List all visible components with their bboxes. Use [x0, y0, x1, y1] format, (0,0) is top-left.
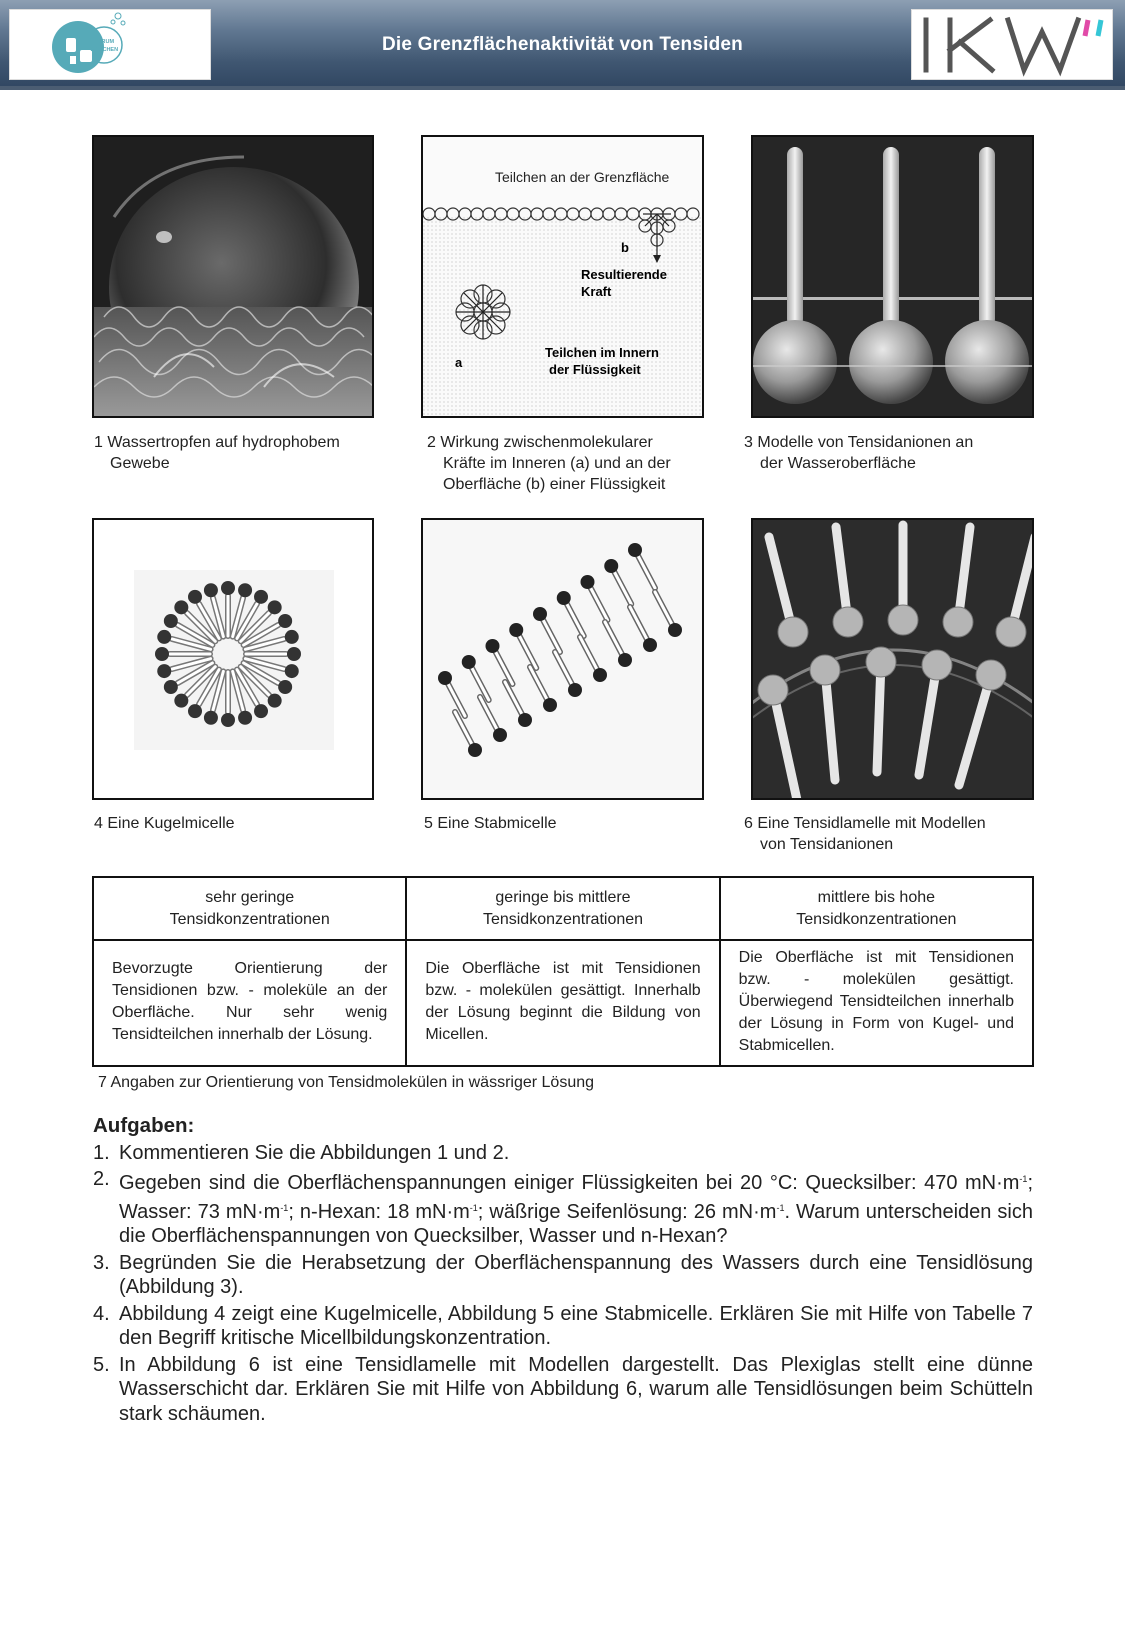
surfactant-head [581, 575, 595, 589]
figure-1-water-droplet [92, 135, 374, 418]
surfactant-head [996, 617, 1026, 647]
surfactant-head [833, 607, 863, 637]
surfactant-head [157, 630, 171, 644]
surfactant-head [628, 543, 642, 557]
surfactant-head [285, 630, 299, 644]
surfactant-head [462, 655, 476, 669]
figure-1-caption [94, 432, 394, 474]
surfactant-head [604, 559, 618, 573]
surfactant-head [188, 704, 202, 718]
surfactant-head [204, 583, 218, 597]
surfactant-head [164, 614, 178, 628]
surfactant-head [568, 683, 582, 697]
surfactant-tail [877, 662, 881, 772]
surfactant-head [238, 583, 252, 597]
caption-line: Modelle von Tensidanionen an [757, 434, 974, 451]
surfactant-head [618, 653, 632, 667]
figure-4-caption [94, 813, 394, 834]
surfactant-head [221, 713, 235, 727]
figure-2-intermolecular-forces [421, 135, 704, 418]
surfactant-head [254, 590, 268, 604]
tasks-heading: Aufgaben: [93, 1114, 195, 1137]
fig2-label-a: a [455, 355, 463, 370]
surfactant-head [643, 638, 657, 652]
task-text: ; Wasser: 73 mN·m [119, 1172, 1033, 1223]
tasks-list [93, 1141, 1033, 1427]
figure-2-caption [427, 432, 727, 495]
table-cell: Die Oberfläche ist mit Tensidionen bzw. - molekülen gesättigt. Überwiegend Tensidteilchen innerhalb der Lösung in Form von Kugel- und Stabmicellen. [720, 940, 1033, 1066]
surfactant-head [254, 704, 268, 718]
table-cell: Bevorzugte Orientierung der Tensidionen bzw. - moleküle an der Oberfläche. Nur sehr wenig Tensidteilchen innerhalb der Lösung. [93, 940, 406, 1066]
surfactant-head [285, 664, 299, 678]
surfactant-head [268, 694, 282, 708]
task-number: 2. [93, 1168, 110, 1190]
ikw-logo-mark [912, 10, 1114, 81]
figure-5-rod-micelle [421, 518, 704, 800]
caption-line: Eine Kugelmicelle [107, 815, 235, 832]
concentration-table [92, 876, 1034, 1067]
logo-text-waschen: WASCHEN [89, 47, 119, 53]
surfactant-head [278, 680, 292, 694]
table-header: mittlere bis hohe Tensidkonzentrationen [720, 877, 1033, 940]
task-text: Gegeben sind die Oberflächenspannungen einiger Flüssigkeiten bei 20 °C: Quecksilber: 470 mN·m [119, 1172, 1020, 1194]
surfactant-head [922, 650, 952, 680]
surfactant-head [668, 623, 682, 637]
surfactant-head [174, 600, 188, 614]
fig2-label-result-2: Kraft [581, 284, 612, 299]
figure-3-tenside-models [751, 135, 1034, 418]
surfactant-head [268, 600, 282, 614]
logo-text-forum: FORUM [93, 39, 115, 45]
task-item [93, 1302, 1033, 1351]
task-item [93, 1141, 1033, 1166]
caption-number: 3 [744, 434, 753, 451]
surfactant-head [810, 655, 840, 685]
surfactant-head [543, 698, 557, 712]
task-text: ; n-Hexan: 18 mN·m [288, 1200, 470, 1223]
caption-number: 4 [94, 815, 103, 832]
task-text: Kommentieren Sie die Abbildungen 1 und 2. [119, 1141, 510, 1164]
fig2-label-b: b [621, 240, 629, 255]
surfactant-head [438, 671, 452, 685]
task-item [93, 1251, 1033, 1300]
surfactant-head [486, 639, 500, 653]
caption-number: 2 [427, 434, 436, 451]
fig2-label-inner-2: der Flüssigkeit [549, 362, 641, 377]
surfactant-head [866, 647, 896, 677]
surfactant-head [888, 605, 918, 635]
page-title: Die Grenzflächenaktivität von Tensiden [382, 34, 743, 55]
figure-6-caption [744, 813, 1044, 855]
caption-line: von Tensidanionen [760, 836, 894, 853]
figure-6-tenside-lamella [751, 518, 1034, 800]
table-header: sehr geringe Tensidkonzentrationen [93, 877, 406, 940]
task-item [93, 1167, 1033, 1249]
caption-line: der Wasseroberfläche [760, 455, 916, 472]
task-text: Begründen Sie die Herabsetzung der Oberflächenspannung des Wassers durch eine Tensidlösung (Abbildung 3). [119, 1251, 1033, 1298]
caption-line: Eine Stabmicelle [437, 815, 557, 832]
surfactant-head [509, 623, 523, 637]
task-text: . Warum unterscheiden sich die Oberflächenspannungen von Quecksilber, Wasser und n-Hexan? [119, 1200, 1033, 1247]
superscript: -1 [1019, 1174, 1028, 1184]
surfactant-head [557, 591, 571, 605]
surfactant-head [238, 711, 252, 725]
fig2-label-inner-1: Teilchen im Innern [545, 345, 659, 360]
surfactant-head [204, 711, 218, 725]
surfactant-head [188, 590, 202, 604]
task-text: Abbildung 4 zeigt eine Kugelmicelle, Abbildung 5 eine Stabmicelle. Erklären Sie mit Hilfe von Tabelle 7 den Begriff kritische Micellbildungskonzentration. [119, 1302, 1033, 1349]
surfactant-head [518, 713, 532, 727]
surfactant-head [221, 581, 235, 595]
surfactant-head [164, 680, 178, 694]
caption-number: 5 [424, 815, 433, 832]
surfactant-head [155, 647, 169, 661]
caption-line: Eine Tensidlamelle mit Modellen [757, 815, 986, 832]
surfactant-head [157, 664, 171, 678]
ikw-logo [911, 9, 1113, 80]
surfactant-head [778, 617, 808, 647]
caption-line: Wirkung zwischenmolekularer [440, 434, 653, 451]
surfactant-head [174, 694, 188, 708]
task-item [93, 1353, 1033, 1427]
superscript: -1 [280, 1202, 289, 1213]
caption-number: 1 [94, 434, 103, 451]
superscript: -1 [776, 1202, 785, 1213]
surfactant-head [468, 743, 482, 757]
table-header: geringe bis mittlere Tensidkonzentrationen [406, 877, 719, 940]
figure-5-caption [424, 813, 724, 834]
caption-line: Kräfte im Inneren (a) und an der [443, 455, 671, 472]
caption-line: Oberfläche (b) einer Flüssigkeit [443, 476, 666, 493]
surfactant-head [533, 607, 547, 621]
figure-3-caption [744, 432, 1044, 474]
surfactant-head [493, 728, 507, 742]
task-text: ; wäßrige Seifenlösung: 26 mN·m [477, 1200, 777, 1223]
task-text: In Abbildung 6 ist eine Tensidlamelle mit Modellen dargestellt. Das Plexiglas stellt eine dünne Wasserschicht dar. Erklären Sie mit Hilfe von Abbildung 6, warum alle Tensidlösungen beim Schütteln stark schäumen. [119, 1353, 1033, 1425]
caption-line: Gewebe [110, 455, 170, 472]
tasks-section [93, 1114, 1033, 1428]
fig2-label-top: Teilchen an der Grenzfläche [495, 169, 670, 185]
table-caption: 7 Angaben zur Orientierung von Tensidmolekülen in wässriger Lösung [98, 1074, 595, 1091]
surfactant-head [943, 607, 973, 637]
caption-line: Wassertropfen auf hydrophobem [107, 434, 340, 451]
figure-4-spherical-micelle [92, 518, 374, 800]
caption-number: 6 [744, 815, 753, 832]
task-number: 5. [93, 1353, 110, 1376]
surfactant-head [287, 647, 301, 661]
table-cell: Die Oberfläche ist mit Tensidionen bzw. - molekülen gesättigt. Innerhalb der Lösung beginnt die Bildung von Micellen. [406, 940, 719, 1066]
task-number: 1. [93, 1141, 110, 1164]
surfactant-head [278, 614, 292, 628]
surfactant-head [758, 675, 788, 705]
surfactant-head [593, 668, 607, 682]
task-number: 4. [93, 1302, 110, 1325]
fig2-label-result-1: Resultierende [581, 267, 667, 282]
superscript: -1 [469, 1202, 478, 1213]
task-number: 3. [93, 1251, 110, 1274]
page-header [0, 0, 1125, 90]
surfactant-head [976, 660, 1006, 690]
